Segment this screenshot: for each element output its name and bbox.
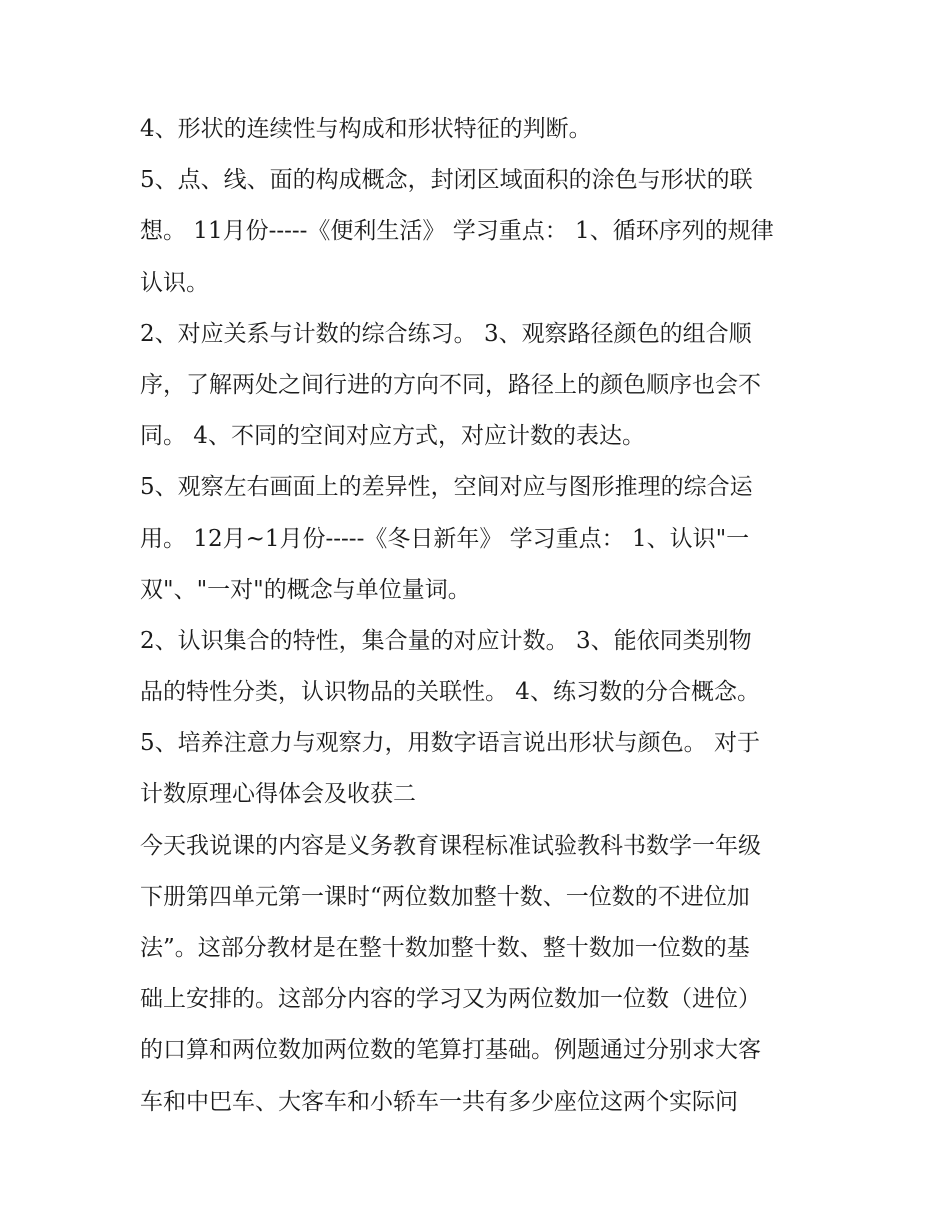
text-line: 认识。 [140,269,209,296]
document-body [140,104,820,1128]
text-line: 下册第四单元第一课时“两位数加整十数、一位数的不进位加 [140,883,750,910]
text-line: 4、形状的连续性与构成和形状特征的判断。 [140,116,592,142]
text-line: 5、培养注意力与观察力，用数字语言说出形状与颜色。 对于 [140,730,760,757]
text-line: 想。 11月份-----《便利生活》 学习重点： 1、循环序列的规律 [140,218,774,245]
text-line: 2、认识集合的特性，集合量的对应计数。 3、能依同类别物 [140,627,752,654]
text-line: 2、对应关系与计数的综合练习。 3、观察路径颜色的组合顺 [140,320,752,347]
text-line: 5、观察左右画面上的差异性，空间对应与图形推理的综合运 [140,474,753,501]
text-line: 础上安排的。这部分内容的学习又为两位数加一位数（进位） [140,986,761,1013]
text-line: 5、点、线、面的构成概念，封闭区域面积的涂色与形状的联 [140,167,753,194]
text-line: 同。 4、不同的空间对应方式，对应计数的表达。 [140,423,645,450]
text-line: 今天我说课的内容是义务教育课程标准试验教科书数学一年级 [140,832,761,859]
text-line: 的口算和两位数加两位数的笔算打基础。例题通过分别求大客 [140,1037,761,1064]
text-line: 序，了解两处之间行进的方向不同，路径上的颜色顺序也会不 [140,371,761,398]
text-line: 用。 12月~1月份-----《冬日新年》 学习重点： 1、认识"一 [140,525,750,552]
text-line: 车和中巴车、大客车和小轿车一共有多少座位这两个实际问 [140,1088,738,1115]
text-line: 双"、"一对"的概念与单位量词。 [140,576,471,603]
text-line: 品的特性分类，认识物品的关联性。 4、练习数的分合概念。 [140,679,760,706]
text-line: 法”。这部分教材是在整十数加整十数、整十数加一位数的基 [140,935,750,961]
section-title: 计数原理心得体会及收获二 [140,781,416,808]
